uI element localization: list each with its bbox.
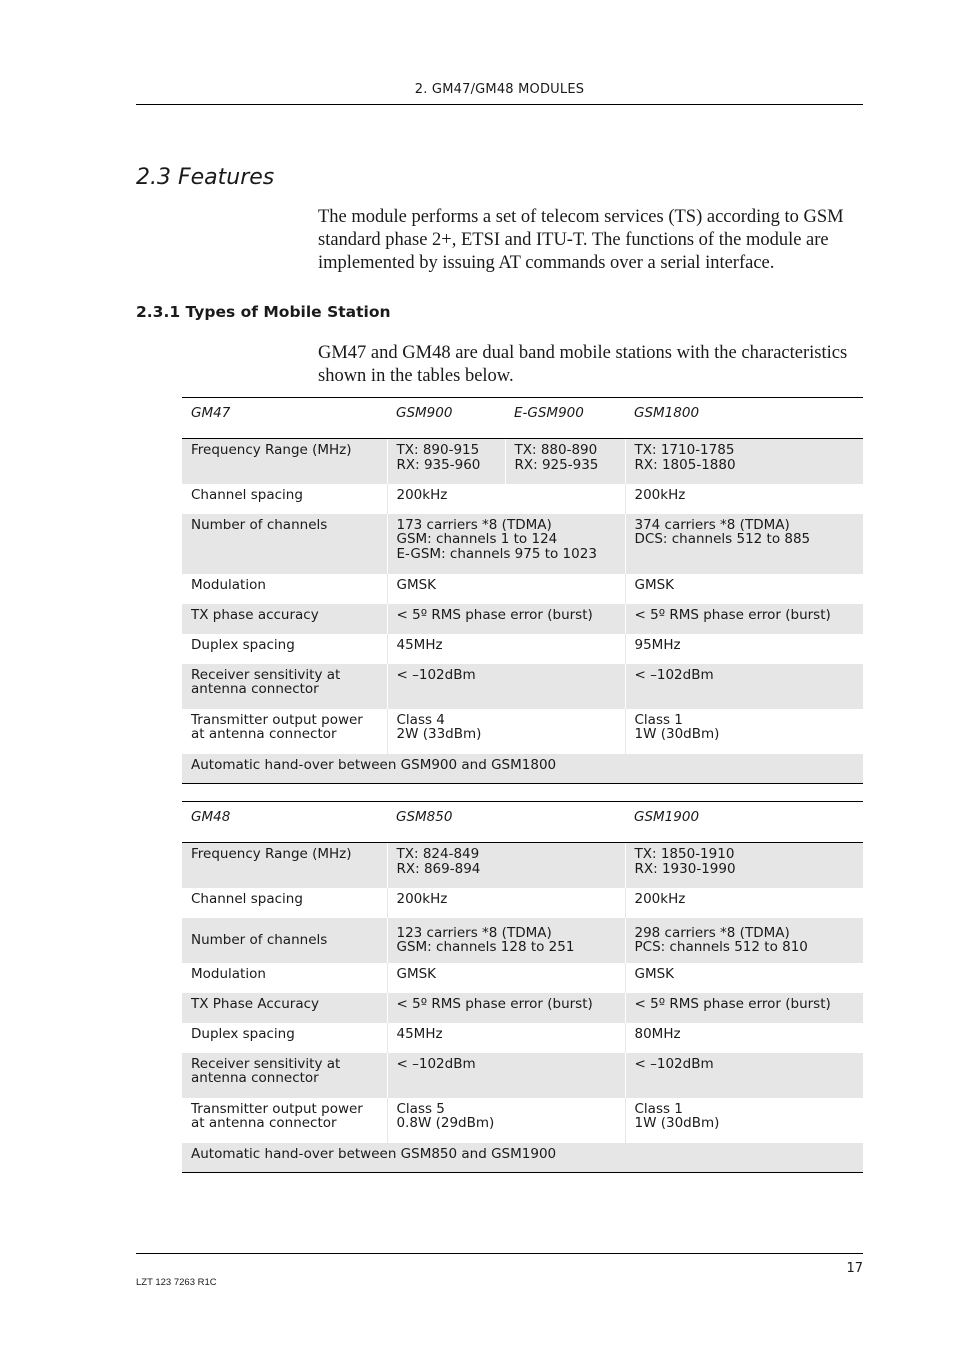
table-row — [182, 918, 863, 963]
table-cell: < –102dBm — [387, 1053, 625, 1098]
table-cell: TX: 1710-1785 RX: 1805-1880 — [625, 439, 863, 484]
table-header-row — [182, 802, 863, 843]
row-label: TX Phase Accuracy — [182, 993, 387, 1023]
table-cell: GMSK — [387, 963, 625, 993]
row-label: TX phase accuracy — [182, 604, 387, 634]
row-label: Transmitter output power at antenna connector — [191, 711, 363, 742]
row-label: Frequency Range (MHz) — [182, 439, 387, 484]
row-label: Receiver sensitivity at antenna connector — [182, 1053, 387, 1098]
table-cell: GMSK — [625, 963, 863, 993]
header-cell: GM48 — [182, 802, 387, 843]
table-row — [182, 709, 863, 754]
table-row — [182, 574, 863, 604]
table-row — [182, 484, 863, 514]
row-label: Modulation — [191, 965, 266, 982]
row-label: Transmitter output power at antenna connector — [191, 1100, 363, 1131]
table-row — [182, 963, 863, 993]
section-title: 2.3 Features — [136, 165, 275, 190]
row-label: Duplex spacing — [191, 1025, 295, 1042]
table-row — [182, 843, 863, 888]
table-row — [182, 1143, 863, 1173]
row-label: Channel spacing — [191, 486, 303, 503]
row-label: Receiver sensitivity at antenna connector — [182, 664, 387, 709]
header-cell: GM47 — [182, 398, 387, 439]
table-cell: TX: 880-890 RX: 925-935 — [505, 439, 625, 484]
table-cell: < –102dBm — [387, 664, 625, 709]
row-label: Duplex spacing — [191, 636, 295, 653]
table-row — [182, 634, 863, 664]
table-cell: < 5º RMS phase error (burst) — [625, 993, 863, 1023]
subsection-title: 2.3.1 Types of Mobile Station — [136, 303, 391, 321]
row-label: Channel spacing — [191, 890, 303, 907]
table-row — [182, 888, 863, 918]
header-cell: GSM850 — [387, 802, 625, 843]
table-cell: Class 1 1W (30dBm) — [625, 709, 863, 754]
table-header-row — [182, 398, 863, 439]
table-cell: 200kHz — [387, 484, 625, 514]
table-cell: 123 carriers *8 (TDMA) GSM: channels 128 to 251 — [387, 918, 625, 963]
table-row — [182, 1053, 863, 1098]
table-row — [182, 993, 863, 1023]
running-header: 2. GM47/GM48 MODULES — [414, 82, 585, 97]
table-cell: 200kHz — [625, 484, 863, 514]
table-cell: Class 1 1W (30dBm) — [625, 1098, 863, 1143]
table-cell: < 5º RMS phase error (burst) — [625, 604, 863, 634]
table-row — [182, 514, 863, 574]
section-intro: The module performs a set of telecom services (TS) according to GSM standard phase 2+, ETSI and ITU-T. The functions of the module are implemented by issuing AT commands over a serial interface. — [318, 207, 844, 273]
table-cell: Class 5 0.8W (29dBm) — [387, 1098, 625, 1143]
table-row — [182, 1098, 863, 1143]
row-label: Number of channels — [182, 918, 387, 963]
table-cell: TX: 824-849 RX: 869-894 — [387, 843, 625, 888]
table-cell: Class 4 2W (33dBm) — [387, 709, 625, 754]
table-cell: TX: 890-915 RX: 935-960 — [387, 439, 505, 484]
table-cell: 173 carriers *8 (TDMA) GSM: channels 1 to 124 E-GSM: channels 975 to 1023 — [387, 514, 625, 574]
table-row — [182, 1023, 863, 1053]
header-cell: GSM900 — [387, 398, 505, 439]
footer-rule — [136, 1253, 863, 1254]
table-cell: 200kHz — [625, 888, 863, 918]
gm48-spec-table — [182, 801, 863, 1173]
table-cell: < –102dBm — [625, 664, 863, 709]
header-cell: GSM1900 — [625, 802, 863, 843]
row-label: Number of channels — [182, 514, 387, 574]
row-label: Modulation — [191, 576, 266, 593]
table-row — [182, 604, 863, 634]
table-cell: 80MHz — [625, 1023, 863, 1053]
table-cell: < 5º RMS phase error (burst) — [387, 604, 625, 634]
table-cell: 374 carriers *8 (TDMA) DCS: channels 512 to 885 — [625, 514, 863, 574]
gm47-spec-table — [182, 397, 863, 784]
subsection-intro: GM47 and GM48 are dual band mobile stations with the characteristics shown in the tables below. — [318, 343, 848, 386]
header-cell: E-GSM900 — [505, 398, 625, 439]
table-cell: 200kHz — [387, 888, 625, 918]
table-row — [182, 754, 863, 784]
row-label: Frequency Range (MHz) — [182, 843, 387, 888]
document-id: LZT 123 7263 R1C — [136, 1277, 217, 1288]
table-cell: GMSK — [625, 574, 863, 604]
page-number: 17 — [846, 1261, 863, 1276]
handover-note: Automatic hand-over between GSM850 and GSM1900 — [182, 1143, 863, 1173]
table-cell: TX: 1850-1910 RX: 1930-1990 — [625, 843, 863, 888]
table-cell: 95MHz — [625, 634, 863, 664]
header-cell: GSM1800 — [625, 398, 863, 439]
table-cell: < –102dBm — [625, 1053, 863, 1098]
header-rule — [136, 104, 863, 105]
table-cell: GMSK — [387, 574, 625, 604]
table-cell: < 5º RMS phase error (burst) — [387, 993, 625, 1023]
table-cell: 45MHz — [387, 634, 625, 664]
table-cell: 45MHz — [387, 1023, 625, 1053]
table-cell: 298 carriers *8 (TDMA) PCS: channels 512 to 810 — [625, 918, 863, 963]
handover-note: Automatic hand-over between GSM900 and GSM1800 — [182, 754, 863, 784]
table-row — [182, 664, 863, 709]
table-row — [182, 439, 863, 484]
